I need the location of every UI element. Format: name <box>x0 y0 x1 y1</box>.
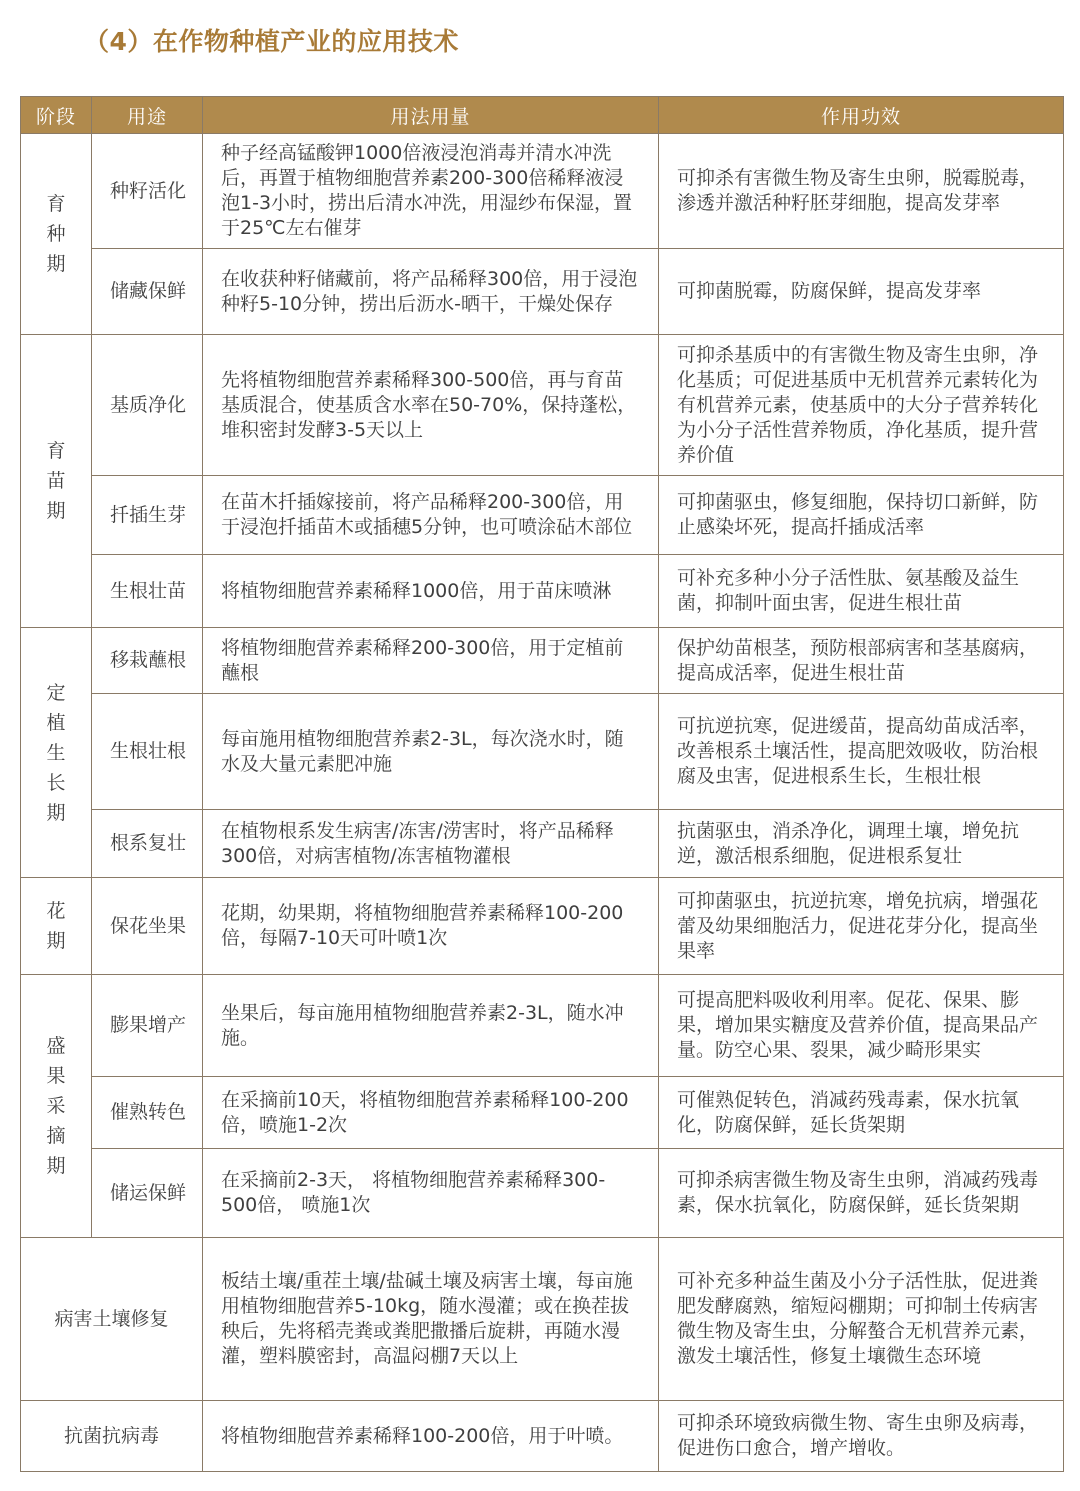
use-cell: 储藏保鲜 <box>92 249 203 335</box>
stage-label: 定植生长期 <box>46 681 66 824</box>
effect-cell: 可抑杀有害微生物及寄生虫卵，脱霉脱毒，渗透并激活种籽胚芽细胞，提高发芽率 <box>659 134 1064 249</box>
dosage-cell: 花期，幼果期，将植物细胞营养素稀释100-200倍，每隔7-10天可叶喷1次 <box>203 878 659 975</box>
use-cell: 根系复壮 <box>92 810 203 878</box>
stage-label: 盛果采摘期 <box>46 1035 66 1177</box>
dosage-cell: 将植物细胞营养素稀释1000倍，用于苗床喷淋 <box>203 555 659 628</box>
effect-cell: 可抗逆抗寒，促进缓苗，提高幼苗成活率，改善根系土壤活性，提高肥效吸收，防治根腐及虫害，促进根系生长，生根壮根 <box>659 694 1064 810</box>
header-stage: 阶段 <box>21 97 92 134</box>
effect-cell: 抗菌驱虫，消杀净化，调理土壤，增免抗逆，激活根系细胞，促进根系复壮 <box>659 810 1064 878</box>
use-cell: 种籽活化 <box>92 134 203 249</box>
use-cell: 基质净化 <box>92 335 203 476</box>
effect-cell: 保护幼苗根茎，预防根部病害和茎基腐病，提高成活率，促进生根壮苗 <box>659 628 1064 694</box>
table-row <box>21 335 1064 476</box>
header-dosage: 用法用量 <box>203 97 659 134</box>
dosage-cell: 在苗木扦插嫁接前，将产品稀释200-300倍，用于浸泡扦插苗木或插穗5分钟，也可喷涂砧木部位 <box>203 476 659 555</box>
stage-cell <box>21 878 92 975</box>
effect-cell: 可抑杀环境致病微生物、寄生虫卵及病毒，促进伤口愈合，增产增收。 <box>659 1401 1064 1472</box>
use-cell: 病害土壤修复 <box>21 1238 203 1401</box>
table-row <box>21 555 1064 628</box>
use-cell: 储运保鲜 <box>92 1149 203 1238</box>
header-use: 用途 <box>92 97 203 134</box>
dosage-cell: 坐果后，每亩施用植物细胞营养素2-3L，随水冲施。 <box>203 975 659 1077</box>
dosage-cell: 在采摘前2-3天， 将植物细胞营养素稀释300-500倍， 喷施1次 <box>203 1149 659 1238</box>
use-cell: 膨果增产 <box>92 975 203 1077</box>
header-effect: 作用功效 <box>659 97 1064 134</box>
section-title: （4）在作物种植产业的应用技术 <box>84 27 459 56</box>
stage-cell <box>21 628 92 878</box>
table-row <box>21 134 1064 249</box>
dosage-cell: 在植物根系发生病害/冻害/涝害时，将产品稀释300倍，对病害植物/冻害植物灌根 <box>203 810 659 878</box>
table-row <box>21 810 1064 878</box>
table-header-row <box>21 97 1064 134</box>
dosage-cell: 先将植物细胞营养素稀释300-500倍，再与育苗基质混合，使基质含水率在50-70%，保持蓬松，堆积密封发酵3-5天以上 <box>203 335 659 476</box>
table-row <box>21 249 1064 335</box>
use-cell: 移栽蘸根 <box>92 628 203 694</box>
table-row <box>21 1077 1064 1149</box>
table-row <box>21 1149 1064 1238</box>
stage-cell <box>21 134 92 335</box>
use-cell: 保花坐果 <box>92 878 203 975</box>
table-row <box>21 1238 1064 1401</box>
table-row <box>21 1401 1064 1472</box>
effect-cell: 可抑菌驱虫，抗逆抗寒，增免抗病，增强花蕾及幼果细胞活力，促进花芽分化，提高坐果率 <box>659 878 1064 975</box>
effect-cell: 可催熟促转色，消减药残毒素，保水抗氧化，防腐保鲜，延长货架期 <box>659 1077 1064 1149</box>
table-row <box>21 694 1064 810</box>
application-table <box>20 96 1064 1472</box>
stage-label: 花期 <box>46 900 66 952</box>
dosage-cell: 在收获种籽储藏前，将产品稀释300倍，用于浸泡种籽5-10分钟，捞出后沥水-晒干，干燥处保存 <box>203 249 659 335</box>
table-row <box>21 878 1064 975</box>
dosage-cell: 将植物细胞营养素稀释200-300倍，用于定植前蘸根 <box>203 628 659 694</box>
stage-cell <box>21 975 92 1238</box>
effect-cell: 可抑菌驱虫，修复细胞，保持切口新鲜，防止感染坏死，提高扦插成活率 <box>659 476 1064 555</box>
dosage-cell: 板结土壤/重茬土壤/盐碱土壤及病害土壤，每亩施用植物细胞营养5-10kg，随水漫灌；或在换茬拔秧后，先将稻壳粪或粪肥撒播后旋耕，再随水漫灌，塑料膜密封，高温闷棚7天以上 <box>203 1238 659 1401</box>
dosage-cell: 在采摘前10天，将植物细胞营养素稀释100-200倍，喷施1-2次 <box>203 1077 659 1149</box>
stage-cell <box>21 335 92 628</box>
use-cell: 生根壮苗 <box>92 555 203 628</box>
dosage-cell: 每亩施用植物细胞营养素2-3L，每次浇水时，随水及大量元素肥冲施 <box>203 694 659 810</box>
effect-cell: 可抑杀病害微生物及寄生虫卵，消减药残毒素，保水抗氧化，防腐保鲜，延长货架期 <box>659 1149 1064 1238</box>
use-cell: 生根壮根 <box>92 694 203 810</box>
table-row <box>21 975 1064 1077</box>
effect-cell: 可补充多种小分子活性肽、氨基酸及益生菌，抑制叶面虫害，促进生根壮苗 <box>659 555 1064 628</box>
use-cell: 扦插生芽 <box>92 476 203 555</box>
dosage-cell: 将植物细胞营养素稀释100-200倍，用于叶喷。 <box>203 1401 659 1472</box>
effect-cell: 可抑菌脱霉，防腐保鲜，提高发芽率 <box>659 249 1064 335</box>
table-row <box>21 476 1064 555</box>
use-cell: 抗菌抗病毒 <box>21 1401 203 1472</box>
stage-label: 育苗期 <box>46 440 66 522</box>
table-row <box>21 628 1064 694</box>
dosage-cell: 种子经高锰酸钾1000倍液浸泡消毒并清水冲洗后，再置于植物细胞营养素200-300倍稀释液浸泡1-3小时，捞出后清水冲洗，用湿纱布保湿，置于25℃左右催芽 <box>203 134 659 249</box>
effect-cell: 可补充多种益生菌及小分子活性肽，促进粪肥发酵腐熟，缩短闷棚期；可抑制土传病害微生物及寄生虫，分解螯合无机营养元素，激发土壤活性，修复土壤微生态环境 <box>659 1238 1064 1401</box>
effect-cell: 可提高肥料吸收利用率。促花、保果、膨果，增加果实糖度及营养价值，提高果品产量。防空心果、裂果，减少畸形果实 <box>659 975 1064 1077</box>
stage-label: 育种期 <box>46 193 66 275</box>
effect-cell: 可抑杀基质中的有害微生物及寄生虫卵，净化基质；可促进基质中无机营养元素转化为有机营养元素，使基质中的大分子营养转化为小分子活性营养物质，净化基质，提升营养价值 <box>659 335 1064 476</box>
use-cell: 催熟转色 <box>92 1077 203 1149</box>
